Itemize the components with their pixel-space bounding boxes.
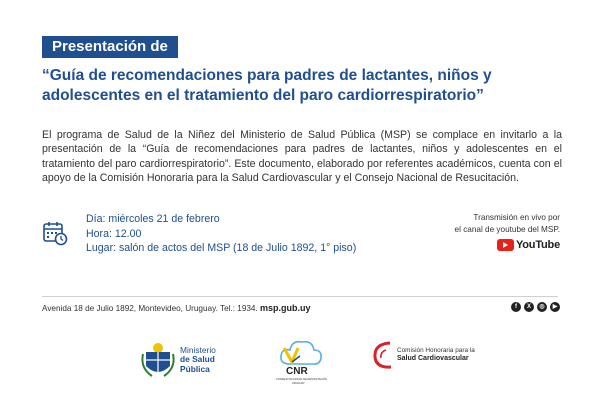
x-icon[interactable]: X	[524, 302, 534, 312]
msp-line3: Pública	[180, 363, 210, 374]
youtube-label: YouTube	[515, 239, 560, 251]
heart-swoosh-icon	[372, 340, 394, 370]
event-place: Lugar: salón de actos del MSP (18 de Julio 1892, 1° piso)	[86, 242, 357, 255]
chsc-line2: Salud Cardiovascular	[397, 355, 469, 362]
msp-name	[180, 346, 216, 375]
invitation-paragraph: El programa de Salud de la Niñez del Ministerio de Salud Pública (MSP) se complace en invitarlo a la presentación de la “Guía de recomendaciones para padres de lactantes, niños y adolescentes en el tratamiento del paro cardiorrespiratorio”. Este documento, elaborado por referentes académicos, cuenta con el apoyo de la Comisión Honoraria para la Salud Cardiovascular y el Consejo Nacional de Resucitación.	[42, 129, 562, 185]
instagram-icon[interactable]: ◎	[537, 302, 547, 312]
uruguay-coat-of-arms-icon	[140, 340, 176, 380]
msp-line2: de Salud	[180, 354, 215, 365]
youtube-play-icon	[497, 239, 514, 251]
chsc-name	[397, 347, 475, 363]
footer-address-line	[42, 303, 311, 313]
chsc-line1: Comisión Honoraria para la	[397, 347, 475, 354]
footer-divider	[42, 296, 558, 297]
youtube-icon[interactable]: ▶	[550, 302, 560, 312]
svg-text:CONSEJO NACIONAL DE RESUCITACI: CONSEJO NACIONAL DE RESUCITACIÓN	[276, 378, 327, 381]
cnr-logo	[268, 334, 328, 386]
social-links	[511, 302, 560, 312]
footer-address: Avenida 18 de Julio 1892, Montevideo, Uruguay. Tel.: 1934.	[42, 304, 258, 313]
svg-text:URUGUAY: URUGUAY	[292, 382, 305, 385]
event-title-line2: adolescentes en el tratamiento del paro cardiorrespiratorio”	[42, 87, 484, 104]
cnr-heart-cloud-icon	[268, 334, 328, 386]
livestream-line2: el canal de youtube del MSP.	[454, 225, 560, 234]
event-time: Hora: 12.00	[86, 227, 142, 240]
calendar-clock-icon	[42, 220, 68, 246]
livestream-note	[455, 212, 560, 236]
event-title-line1: “Guía de recomendaciones para padres de lactantes, niños y	[42, 67, 492, 84]
chsc-logo	[372, 340, 475, 370]
event-date: Día: miércoles 21 de febrero	[86, 213, 220, 225]
event-details	[86, 212, 356, 256]
facebook-icon[interactable]: f	[511, 302, 521, 312]
presentation-tag: Presentación de	[42, 36, 178, 58]
msp-logo	[140, 340, 216, 380]
youtube-link[interactable]	[497, 239, 560, 251]
msp-line1: Ministerio	[180, 344, 216, 355]
svg-text:CNR: CNR	[286, 366, 308, 377]
footer-website-link[interactable]: msp.gub.uy	[260, 303, 311, 313]
livestream-line1: Transmisión en vivo por	[473, 213, 560, 222]
event-title	[42, 66, 562, 106]
